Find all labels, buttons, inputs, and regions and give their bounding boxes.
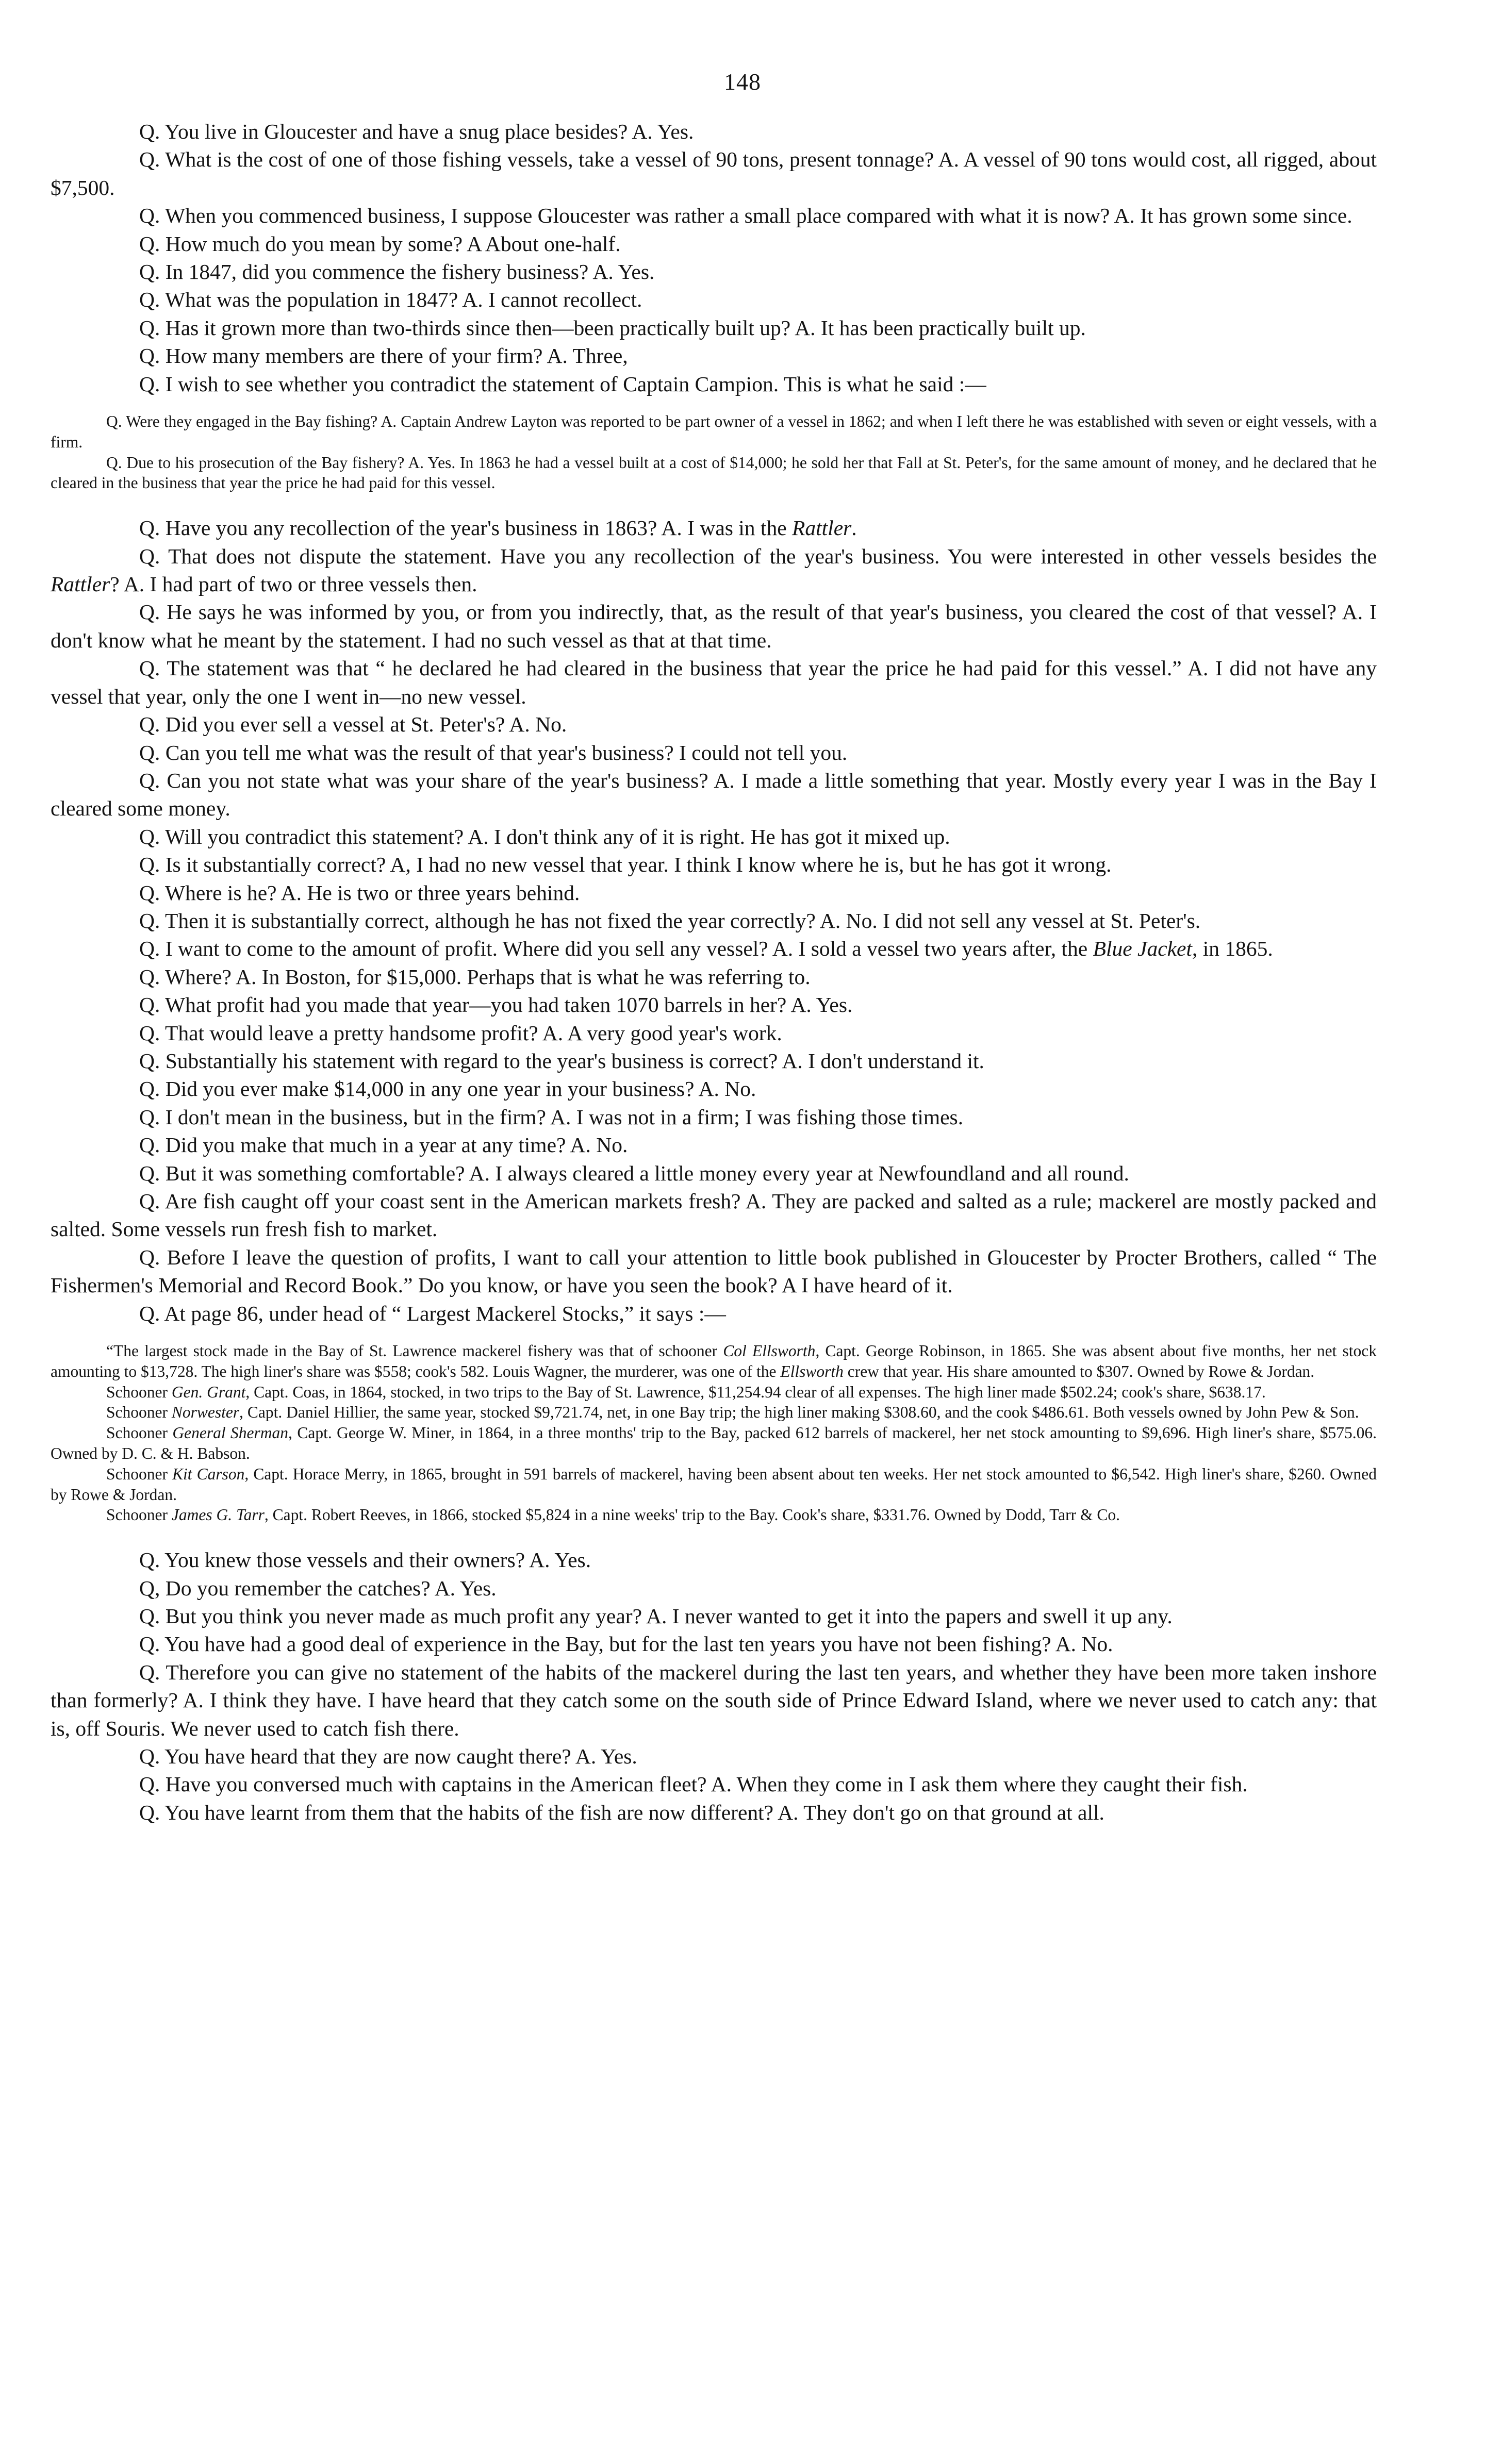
text-run: Q. What profit had you made that year—you had taken 1070 barrels in her? A. Yes. <box>139 993 853 1017</box>
qa-paragraph: Q. What was the population in 1847? A. I cannot recollect. <box>139 288 642 312</box>
text-run: , Capt. George W. Miner, in 1864, in a three months' trip to the Bay, packed 612 barrels of mackerel, her net stock amounting to $9,696. High liner's share, $575.06. Owned by D. C. & H. Babson. <box>51 1424 1377 1463</box>
text-run: , in 1865. <box>1192 937 1273 961</box>
text-run: crew that year. His share amounted to $307. Owned by Rowe & Jordan. <box>843 1362 1315 1380</box>
text-run: Q. The statement was that “ he declared he had cleared in the business that year the price he had paid for this vessel.” A. I did not have any vessel that year, only the one I went in—no new vessel. <box>51 656 1377 708</box>
italic-name: Norwester <box>171 1403 240 1422</box>
qa-paragraph <box>51 1300 1377 1327</box>
italic-name: Gen. Grant <box>171 1383 246 1401</box>
text-run: Q. Did you ever sell a vessel at St. Peter's? A. No. <box>139 712 567 737</box>
text-run: “The largest stock made in the Bay of St. Lawrence mackerel fishery was that of schooner <box>106 1342 723 1360</box>
text-run: Q. That would leave a pretty handsome profit? A. A very good year's work. <box>139 1021 782 1045</box>
qa-paragraph <box>51 1159 1377 1187</box>
text-run: , Capt. Robert Reeves, in 1866, stocked $5,824 in a nine weeks' trip to the Bay. Cook's share, $331.76. Owned by Dodd, Tarr & Co. <box>264 1506 1120 1524</box>
page-number: 148 <box>724 69 761 95</box>
qa-paragraph <box>51 963 1377 991</box>
text-run: , Capt. Daniel Hillier, the same year, stocked $9,721.74, net, in one Bay trip; the high liner making $308.60, and the cook $486.61. Both vessels owned by John Pew & Son. <box>239 1403 1359 1422</box>
qa-paragraph: Q. You have learnt from them that the habits of the fish are now different? A. They don't go on that ground at all. <box>139 1800 1104 1824</box>
testimony-block-2 <box>51 514 1377 1327</box>
quoted-paragraph <box>51 1423 1377 1464</box>
text-run: Q. Is it substantially correct? A, I had no new vessel that year. I think I know where he is, but he has got it wrong. <box>139 853 1112 877</box>
text-run: Schooner <box>106 1383 172 1401</box>
text-run: Q. Then it is substantially correct, although he has not fixed the year correctly? A. No. I did not sell any vessel at St. Peter's. <box>139 908 1201 933</box>
qa-paragraph <box>51 1075 1377 1103</box>
qa-paragraph <box>51 1131 1377 1159</box>
quoted-paragraph <box>51 1402 1377 1423</box>
text-run: Q. Can you not state what was your share of the year's business? A. I made a little something that year. Mostly every year I was in the Bay I cleared some money. <box>51 768 1377 821</box>
qa-paragraph: Q. Therefore you can give no statement of the habits of the mackerel during the last ten years, and whether they have been more taken inshore than formerly? A. I think they have. I have heard that they catch some on the south side of Prince Edward Island, where we never used to catch any: that is, off Souris. We never used to catch fish there. <box>51 1660 1377 1740</box>
text-run: , Capt. Horace Merry, in 1865, brought in 591 barrels of mackerel, having been absent about ten weeks. Her net stock amounted to $6,542. High liner's share, $260. Owned by Rowe & Jordan. <box>51 1464 1377 1504</box>
qa-paragraph <box>51 1019 1377 1047</box>
qa-paragraph: Q. You live in Gloucester and have a snug place besides? A. Yes. <box>139 120 694 143</box>
qa-paragraph: Q. In 1847, did you commence the fishery business? A. Yes. <box>139 260 655 284</box>
text-run: Q. I want to come to the amount of profit. Where did you sell any vessel? A. I sold a vessel two years after, the <box>139 937 1093 961</box>
qa-paragraph <box>51 710 1377 738</box>
text-run: Schooner <box>106 1506 172 1524</box>
text-run: Q. Can you tell me what was the result of that year's business? I could not tell you. <box>139 740 848 764</box>
quoted-paragraph <box>51 1382 1377 1403</box>
qa-paragraph <box>51 739 1377 767</box>
testimony-block-1 <box>51 118 1377 1826</box>
qa-paragraph <box>51 1103 1377 1131</box>
text-run: Q. Substantially his statement with regard to the year's business is correct? A. I don't understand it. <box>139 1048 984 1073</box>
italic-name: General Sherman <box>172 1424 289 1442</box>
qa-paragraph <box>51 823 1377 851</box>
qa-paragraph <box>51 1243 1377 1300</box>
qa-paragraph <box>51 851 1377 878</box>
italic-name: Col Ellsworth <box>723 1342 816 1360</box>
italic-name: Rattler <box>51 572 110 596</box>
qa-paragraph: Q, Do you remember the catches? A. Yes. <box>139 1576 497 1600</box>
text-run: Q. That does not dispute the statement. Have you any recollection of the year's business. You were interested in other vessels besides the <box>139 544 1377 568</box>
qa-paragraph: Q. How many members are there of your firm? A. Three, <box>139 344 628 368</box>
text-run: Schooner <box>106 1403 172 1422</box>
quoted-paragraph: Q. Were they engaged in the Bay fishing? A. Captain Andrew Layton was reported to be part owner of a vessel in 1862; and when I left there he was established with seven or eight vessels, with a firm. <box>51 412 1377 451</box>
italic-name: Kit Carson <box>172 1464 245 1483</box>
text-run: Q. At page 86, under head of “ Largest Mackerel Stocks,” it says :— <box>139 1301 726 1325</box>
text-run: Q. Where is he? A. He is two or three years behind. <box>139 880 580 905</box>
qa-paragraph <box>51 514 1377 542</box>
text-run: Q. But it was something comfortable? A. I always cleared a little money every year at Newfoundland and all round. <box>139 1161 1129 1185</box>
qa-paragraph: Q. Has it grown more than two-thirds since then—been practically built up? A. It has been practically built up. <box>139 315 1086 340</box>
text-run: . <box>851 516 857 540</box>
quoted-paragraph <box>51 1464 1377 1505</box>
qa-paragraph <box>51 879 1377 907</box>
qa-paragraph <box>51 542 1377 598</box>
text-run: Schooner <box>106 1464 173 1483</box>
italic-name: Blue Jacket <box>1093 937 1192 961</box>
text-run: Q. He says he was informed by you, or from you indirectly, that, as the result of that year's business, you cleared the cost of that vessel? A. I don't know what he meant by the statement. I had no such vessel as that at that time. <box>51 600 1377 652</box>
qa-paragraph: Q. You have heard that they are now caught there? A. Yes. <box>139 1744 637 1769</box>
text-run: Q. Are fish caught off your coast sent in the American markets fresh? A. They are packed and salted as a rule; mackerel are mostly packed and salted. Some vessels run fresh fish to market. <box>51 1189 1377 1241</box>
qa-paragraph <box>51 598 1377 654</box>
qa-paragraph: Q. You knew those vessels and their owners? A. Yes. <box>139 1548 591 1572</box>
qa-paragraph: Q. What is the cost of one of those fishing vessels, take a vessel of 90 tons, present tonnage? A. A vessel of 90 tons would cost, all rigged, about $7,500. <box>51 147 1377 199</box>
qa-paragraph <box>51 907 1377 935</box>
text-run: Q. Where? A. In Boston, for $15,000. Perhaps that is what he was referring to. <box>139 964 811 989</box>
text-run: Q. Did you ever make $14,000 in any one year in your business? A. No. <box>139 1077 756 1101</box>
qa-paragraph: Q. I wish to see whether you contradict the statement of Captain Campion. This is what he said :— <box>139 372 986 396</box>
text-run: Q. Before I leave the question of profits, I want to call your attention to little book published in Gloucester by Procter Brothers, called “ The Fishermen's Memorial and Record Book.” Do you know, or have you seen the book? A I have heard of it. <box>51 1245 1377 1297</box>
italic-name: Rattler <box>792 516 852 540</box>
quoted-record-book-excerpt <box>51 1341 1377 1525</box>
qa-paragraph: Q. How much do you mean by some? A About one-half. <box>139 231 621 256</box>
text-run: Q. Did you make that much in a year at any time? A. No. <box>139 1133 628 1157</box>
qa-paragraph: Q. When you commenced business, I suppose Gloucester was rather a small place compared with what it is now? A. It has grown some since. <box>139 204 1352 228</box>
qa-paragraph <box>51 654 1377 710</box>
qa-paragraph <box>51 991 1377 1019</box>
text-run: , Capt. George Robinson, in 1865. She was absent about five months, her net stock amounting to $13,728. The high liner's share was $558; cook's 582. Louis Wagner, the murderer, was one of the <box>51 1342 1377 1380</box>
italic-name: James G. Tarr <box>171 1506 265 1524</box>
qa-paragraph <box>51 767 1377 823</box>
quoted-testimony-campion <box>51 411 1377 493</box>
quoted-paragraph <box>51 1341 1377 1382</box>
quoted-paragraph: Q. Due to his prosecution of the Bay fishery? A. Yes. In 1863 he had a vessel built at a cost of $14,000; he sold her that Fall at St. Peter's, for the same amount of money, and he declared that he cleared in the business that year the price he had paid for this vessel. <box>51 453 1377 492</box>
qa-paragraph <box>51 1047 1377 1075</box>
text-run: , Capt. Coas, in 1864, stocked, in two trips to the Bay of St. Lawrence, $11,254.94 clear of all expenses. The high liner made $502.24; cook's share, $638.17. <box>245 1383 1266 1401</box>
text-run: ? A. I had part of two or three vessels then. <box>110 572 477 596</box>
qa-paragraph <box>51 935 1377 962</box>
qa-paragraph: Q. You have had a good deal of experience in the Bay, but for the last ten years you have not been fishing? A. No. <box>139 1632 1113 1656</box>
text-run: Q. Will you contradict this statement? A. I don't think any of it is right. He has got it mixed up. <box>139 824 950 848</box>
italic-name: Ellsworth <box>780 1362 844 1380</box>
quoted-paragraph <box>51 1505 1377 1525</box>
text-run: Schooner <box>106 1424 173 1442</box>
qa-paragraph: Q. Have you conversed much with captains in the American fleet? A. When they come in I ask them where they caught their fish. <box>139 1772 1248 1796</box>
qa-paragraph: Q. But you think you never made as much profit any year? A. I never wanted to get it into the papers and swell it up any. <box>139 1604 1173 1628</box>
text-run: Q. Have you any recollection of the year's business in 1863? A. I was in the <box>139 516 792 540</box>
text-run: Q. I don't mean in the business, but in the firm? A. I was not in a firm; I was fishing those times. <box>139 1105 964 1129</box>
qa-paragraph <box>51 1187 1377 1243</box>
